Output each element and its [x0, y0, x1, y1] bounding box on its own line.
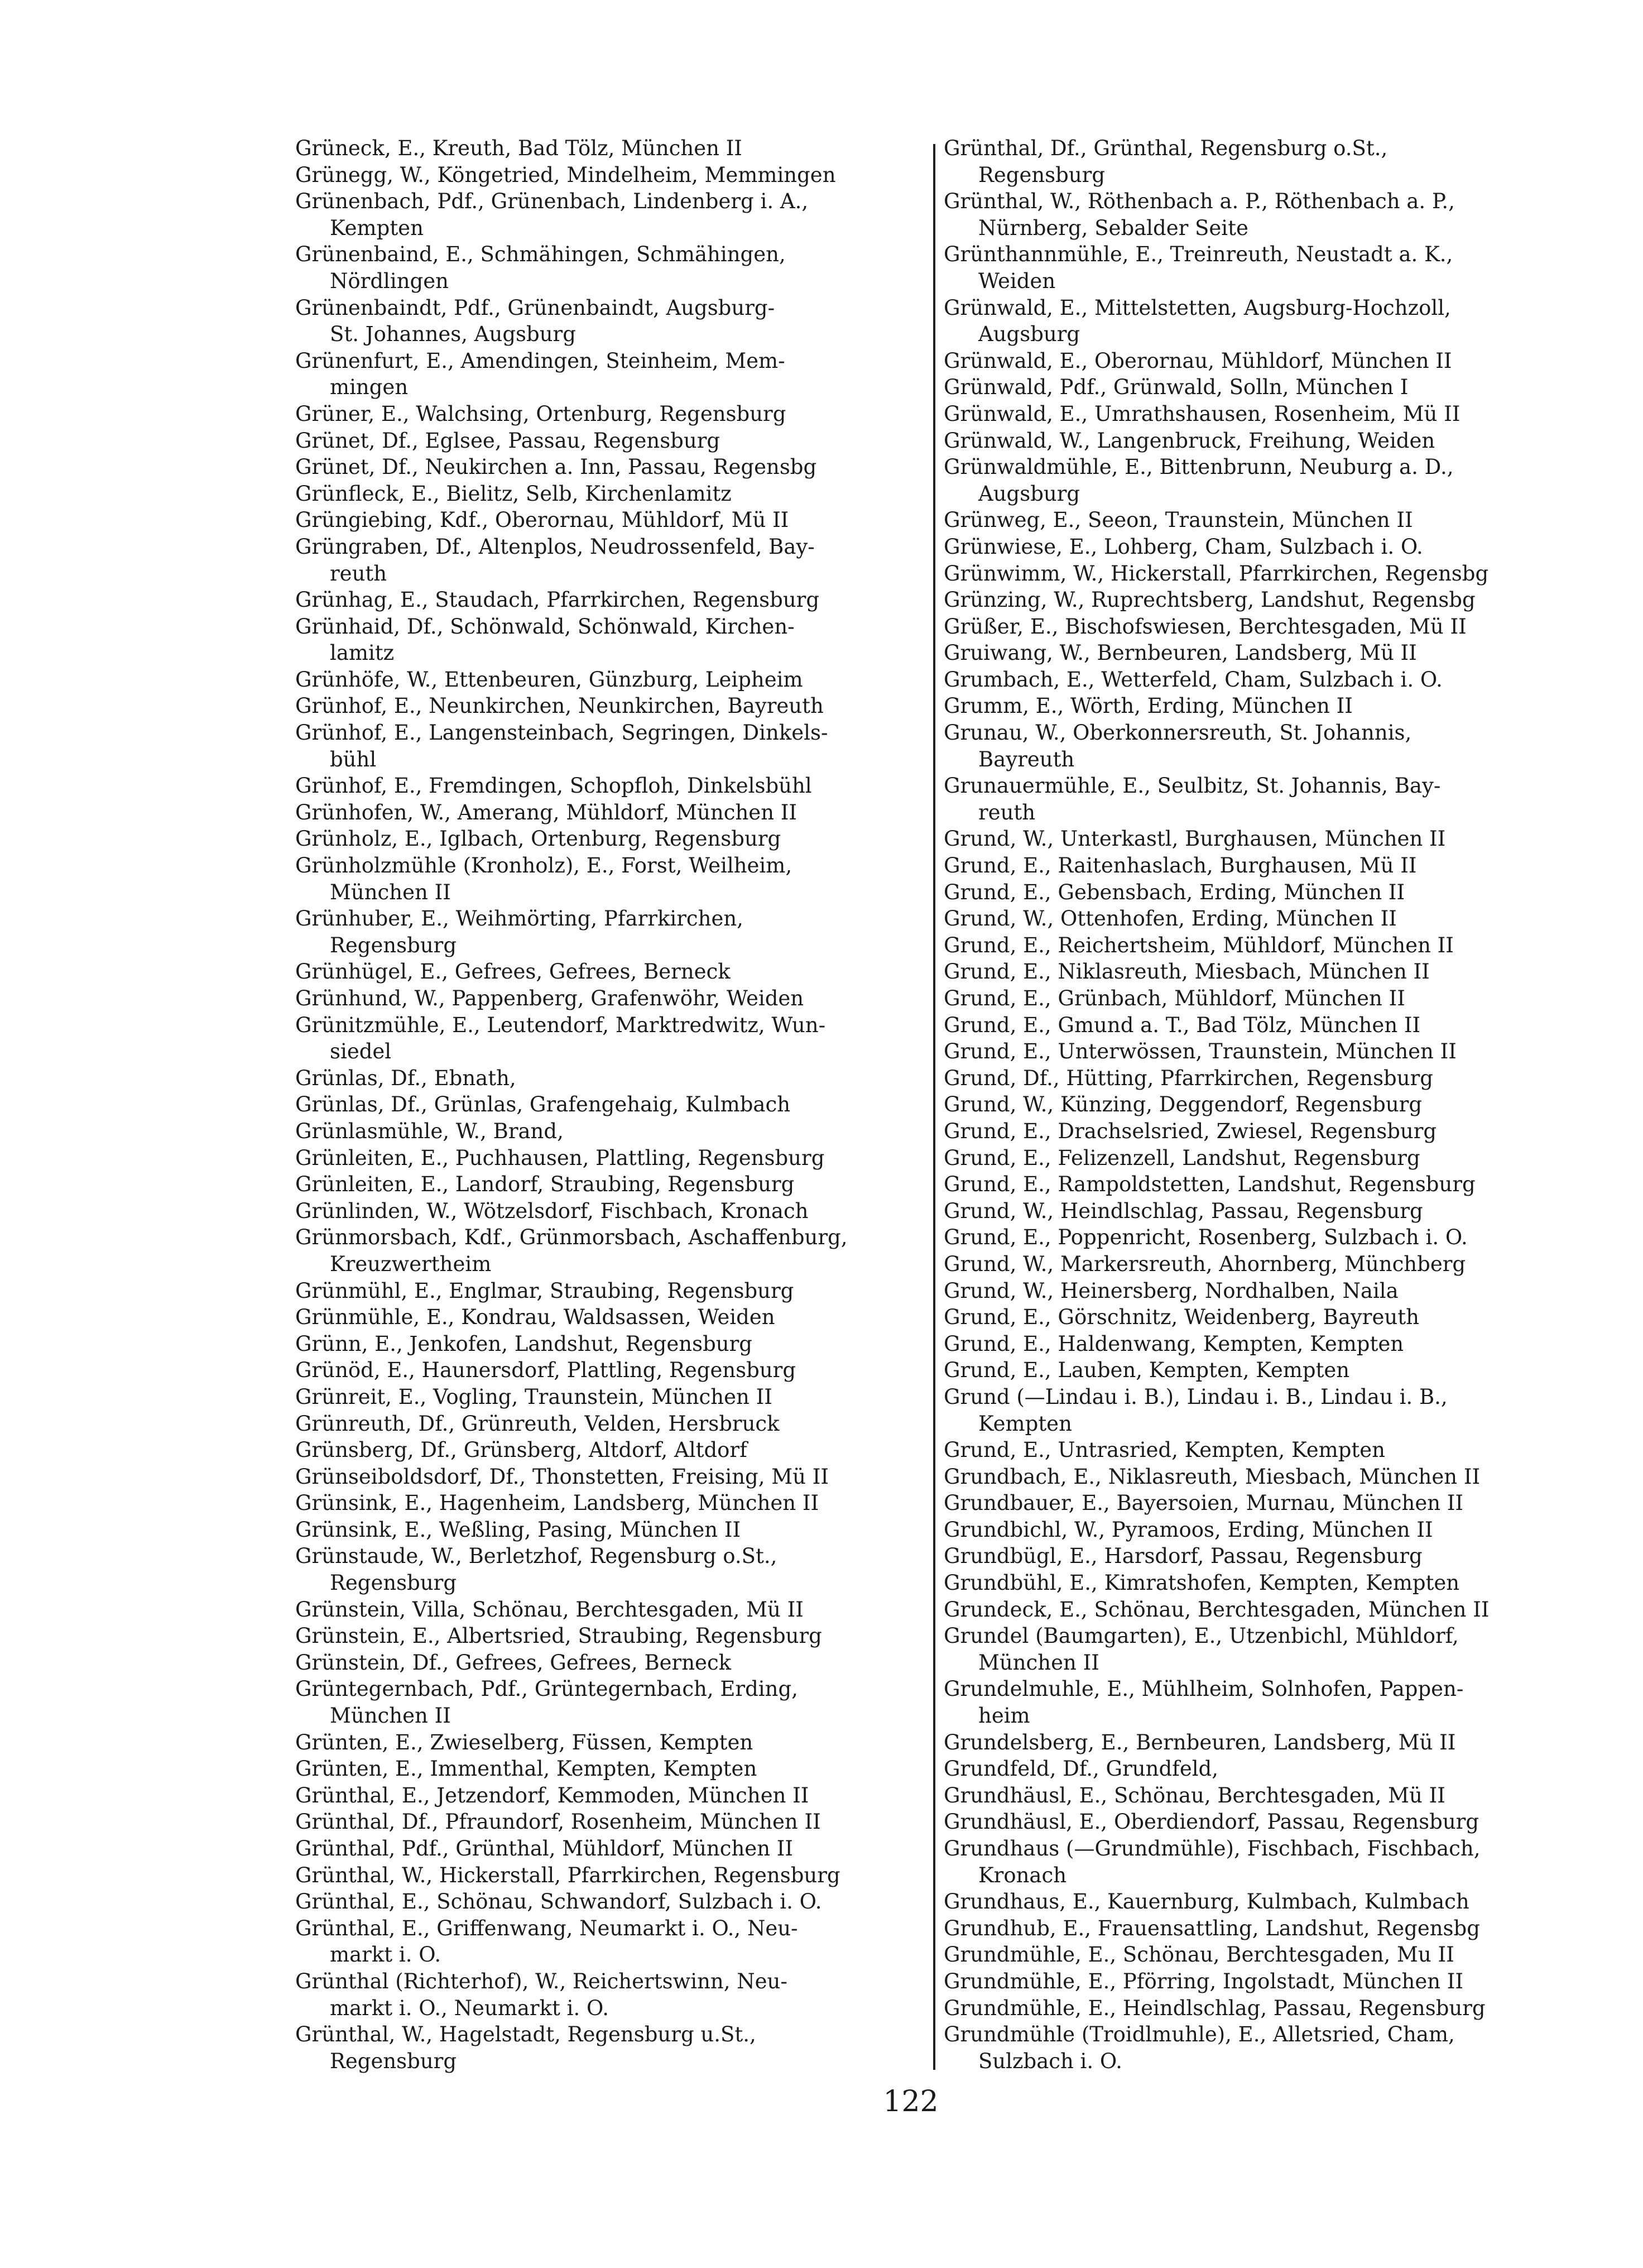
entry-continuation-line: reuth	[978, 800, 1036, 824]
entry-line: Grünthal, E., Schönau, Schwandorf, Sulzbach i. O.	[295, 1890, 822, 1914]
entry-line: Grünthal, Df., Pfraundorf, Rosenheim, München II	[295, 1810, 821, 1834]
entry-line: Grünwimm, W., Hickerstall, Pfarrkirchen, Regensbg	[944, 561, 1489, 586]
gazetteer-entry	[944, 1809, 1586, 1835]
entry-line: Grünet, Df., Neukirchen a. Inn, Passau, Regensbg	[295, 455, 817, 480]
entry-line: Gruiwang, W., Bernbeuren, Landsberg, Mü II	[944, 641, 1417, 665]
gazetteer-entry	[295, 667, 937, 693]
gazetteer-entry	[944, 1118, 1586, 1145]
entry-line: Grundhäusl, E., Oberdiendorf, Passau, Regensburg	[944, 1810, 1479, 1834]
gazetteer-entry	[944, 507, 1586, 534]
entry-continuation-line: St. Johannes, Augsburg	[330, 322, 576, 347]
entry-line: Grünhuber, E., Weihmörting, Pfarrkirchen,	[295, 907, 743, 931]
gazetteer-entry	[944, 1171, 1586, 1198]
entry-line: Grünitzmühle, E., Leutendorf, Marktredwitz, Wun-	[295, 1013, 826, 1037]
entry-line: Grünthal, W., Röthenbach a. P., Röthenbach a. P.,	[944, 189, 1455, 214]
gazetteer-entry	[944, 2021, 1586, 2074]
entry-continuation-line: bühl	[330, 747, 377, 771]
gazetteer-entry	[944, 374, 1586, 401]
gazetteer-entry	[944, 773, 1586, 826]
entry-continuation-line: Sulzbach i. O.	[978, 2049, 1122, 2073]
entry-line: Grund, E., Poppenricht, Rosenberg, Sulzbach i. O.	[944, 1225, 1468, 1250]
entry-continuation-line: Kempten	[330, 215, 424, 240]
entry-continuation-line: München II	[978, 1650, 1099, 1675]
entry-line: Grünstein, Df., Gefrees, Gefrees, Berneck	[295, 1650, 732, 1675]
gazetteer-entry	[295, 534, 937, 587]
gazetteer-entry	[944, 560, 1586, 587]
gazetteer-entry	[944, 1091, 1586, 1118]
entry-line: Grünstein, E., Albertsried, Straubing, Regensburg	[295, 1624, 822, 1648]
entry-line: Grünsberg, Df., Grünsberg, Altdorf, Altdorf	[295, 1438, 747, 1463]
entry-line: Grünwald, E., Umrathshausen, Rosenheim, Mü II	[944, 401, 1461, 426]
gazetteer-entry	[944, 1251, 1586, 1278]
gazetteer-entry	[295, 773, 937, 799]
entry-line: Grüneck, E., Kreuth, Bad Tölz, München II	[295, 136, 742, 160]
gazetteer-entry	[944, 241, 1586, 294]
gazetteer-entry	[295, 1835, 937, 1862]
gazetteer-entry	[295, 1676, 937, 1729]
entry-line: Grundmühle, E., Heindlschlag, Passau, Regensburg	[944, 1996, 1486, 2020]
gazetteer-entry	[944, 667, 1586, 693]
entry-line: Grünstein, Villa, Schönau, Berchtesgaden, Mü II	[295, 1597, 804, 1622]
entry-line: Grünmühle, E., Kondrau, Waldsassen, Weiden	[295, 1305, 775, 1330]
entry-line: Grund, Df., Hütting, Pfarrkirchen, Regensburg	[944, 1066, 1433, 1090]
entry-line: Grund, W., Markersreuth, Ahornberg, Münchberg	[944, 1252, 1466, 1276]
gazetteer-entry	[944, 1968, 1586, 1995]
gazetteer-entry	[944, 1065, 1586, 1092]
gazetteer-entry	[944, 587, 1586, 613]
gazetteer-entry	[295, 188, 937, 241]
gazetteer-entry	[944, 1623, 1586, 1676]
gazetteer-entry	[295, 1012, 937, 1065]
entry-continuation-line: Augsburg	[978, 481, 1080, 506]
gazetteer-entry	[944, 454, 1586, 507]
entry-line: Grünwald, E., Oberornau, Mühldorf, München II	[944, 348, 1452, 373]
gazetteer-entry	[295, 507, 937, 534]
gazetteer-entry	[944, 1331, 1586, 1358]
gazetteer-entry	[295, 958, 937, 985]
entry-line: Grüßer, E., Bischofswiesen, Berchtesgaden, Mü II	[944, 614, 1467, 639]
entry-line: Grünenbach, Pdf., Grünenbach, Lindenberg i. A.,	[295, 189, 809, 214]
gazetteer-entry	[295, 1490, 937, 1517]
entry-line: Grünhof, E., Neunkirchen, Neunkirchen, Bayreuth	[295, 694, 824, 718]
entry-line: Grünsink, E., Weßling, Pasing, München II	[295, 1517, 741, 1542]
gazetteer-entry	[944, 826, 1586, 852]
gazetteer-entry	[295, 1756, 937, 1782]
gazetteer-entry	[944, 1676, 1586, 1729]
gazetteer-entry	[295, 1888, 937, 1915]
gazetteer-entry	[295, 1304, 937, 1331]
entry-line: Grünleiten, E., Landorf, Straubing, Regensburg	[295, 1172, 795, 1197]
left-column	[295, 135, 937, 2074]
gazetteer-entry	[944, 1888, 1586, 1915]
entry-line: Grünenbaindt, Pdf., Grünenbaindt, Augsburg-	[295, 295, 775, 320]
entry-line: Grünholzmühle (Kronholz), E., Forst, Weilheim,	[295, 854, 792, 878]
entry-continuation-line: Kronach	[978, 1863, 1067, 1887]
entry-line: Grund, E., Drachselsried, Zwiesel, Regensburg	[944, 1119, 1437, 1143]
entry-line: Grünthannmühle, E., Treinreuth, Neustadt a. K.,	[944, 242, 1453, 267]
gazetteer-entry	[944, 1278, 1586, 1305]
gazetteer-entry	[295, 1384, 937, 1411]
gazetteer-entry	[944, 428, 1586, 454]
gazetteer-entry	[295, 454, 937, 481]
gazetteer-entry	[295, 1118, 937, 1145]
entry-line: Grünsink, E., Hagenheim, Landsberg, München II	[295, 1491, 819, 1516]
gazetteer-entry	[944, 1570, 1586, 1596]
gazetteer-entry	[944, 1782, 1586, 1809]
entry-line: Grünwiese, E., Lohberg, Cham, Sulzbach i. O.	[944, 534, 1423, 559]
entry-line: Grundmühle (Troidlmuhle), E., Alletsried, Cham,	[944, 2022, 1455, 2047]
gazetteer-entry	[295, 1650, 937, 1676]
entry-line: Grundelsberg, E., Bernbeuren, Landsberg, Mü II	[944, 1730, 1456, 1754]
entry-line: Grünmorsbach, Kdf., Grünmorsbach, Aschaffenburg,	[295, 1225, 848, 1250]
entry-line: Grundhaus (—Grundmühle), Fischbach, Fischbach,	[944, 1837, 1481, 1861]
entry-line: Grund, W., Ottenhofen, Erding, München II	[944, 907, 1397, 931]
gazetteer-entry	[295, 1543, 937, 1596]
gazetteer-entry	[944, 1304, 1586, 1331]
entry-line: Grund, E., Gebensbach, Erding, München II	[944, 880, 1405, 904]
entry-line: Grünthal, W., Hagelstadt, Regensburg u.St.,	[295, 2022, 756, 2047]
gazetteer-entry	[295, 1623, 937, 1650]
gazetteer-entry	[944, 1198, 1586, 1225]
entry-line: Grünlas, Df., Grünlas, Grafengehaig, Kulmbach	[295, 1092, 791, 1117]
gazetteer-entry	[295, 295, 937, 348]
entry-line: Grünseiboldsdorf, Df., Thonstetten, Freising, Mü II	[295, 1464, 829, 1489]
entry-line: Grünhaid, Df., Schönwald, Schönwald, Kirchen-	[295, 614, 795, 639]
entry-line: Grundmühle, E., Pförring, Ingolstadt, München II	[944, 1969, 1464, 1993]
entry-line: Grünthal, E., Jetzendorf, Kemmoden, München II	[295, 1783, 809, 1807]
gazetteer-entry	[944, 958, 1586, 985]
entry-line: Grünleiten, E., Puchhausen, Plattling, Regensburg	[295, 1145, 825, 1170]
gazetteer-entry	[295, 428, 937, 454]
entry-line: Grünthal, Df., Grünthal, Regensburg o.St.,	[944, 136, 1388, 160]
entry-line: Grundhäusl, E., Schönau, Berchtesgaden, Mü II	[944, 1783, 1445, 1807]
entry-line: Grünmühl, E., Englmar, Straubing, Regensburg	[295, 1278, 794, 1303]
entry-line: Grunau, W., Oberkonnersreuth, St. Johannis,	[944, 721, 1412, 745]
gazetteer-entry	[295, 1517, 937, 1543]
entry-line: Grund, E., Unterwössen, Traunstein, München II	[944, 1039, 1457, 1064]
entry-continuation-line: Augsburg	[978, 322, 1080, 347]
gazetteer-entry	[295, 241, 937, 294]
entry-continuation-line: markt i. O.	[330, 1943, 441, 1967]
entry-line: Grundeck, E., Schönau, Berchtesgaden, München II	[944, 1597, 1490, 1622]
entry-line: Grünwald, E., Mittelstetten, Augsburg-Hochzoll,	[944, 295, 1451, 320]
gazetteer-entry	[944, 1437, 1586, 1464]
entry-continuation-line: Regensburg	[330, 933, 457, 957]
gazetteer-entry	[944, 135, 1586, 188]
entry-continuation-line: reuth	[330, 561, 387, 586]
entry-line: Grundbügl, E., Harsdorf, Passau, Regensburg	[944, 1544, 1423, 1569]
gazetteer-entry	[295, 481, 937, 507]
entry-line: Grund, E., Reichertsheim, Mühldorf, München II	[944, 933, 1454, 957]
entry-line: Grunauermühle, E., Seulbitz, St. Johannis, Bay-	[944, 774, 1441, 798]
entry-continuation-line: Regensburg	[330, 1571, 457, 1595]
entry-line: Grünholz, E., Iglbach, Ortenburg, Regensburg	[295, 827, 781, 851]
gazetteer-entry	[295, 1331, 937, 1358]
gazetteer-entry	[295, 1464, 937, 1490]
gazetteer-entry	[944, 932, 1586, 959]
entry-line: Grünn, E., Jenkofen, Landshut, Regensburg	[295, 1331, 752, 1356]
gazetteer-entry	[295, 1145, 937, 1172]
entry-line: Grünhofen, W., Amerang, Mühldorf, München II	[295, 800, 798, 824]
entry-line: Grünlasmühle, W., Brand,	[295, 1119, 564, 1143]
entry-line: Grundel (Baumgarten), E., Utzenbichl, Mühldorf,	[944, 1624, 1459, 1648]
gazetteer-entry	[944, 905, 1586, 932]
entry-line: Grundfeld, Df., Grundfeld,	[944, 1757, 1219, 1781]
gazetteer-entry	[295, 1224, 937, 1277]
gazetteer-entry	[944, 985, 1586, 1012]
gazetteer-entry	[295, 1809, 937, 1835]
entry-line: Grünthal (Richterhof), W., Reichertswinn, Neu-	[295, 1969, 787, 1993]
entry-line: Grünenfurt, E., Amendingen, Steinheim, Mem-	[295, 348, 785, 373]
entry-line: Grünöd, E., Haunersdorf, Plattling, Regensburg	[295, 1358, 796, 1383]
gazetteer-entry	[944, 534, 1586, 560]
entry-line: Grüngraben, Df., Altenplos, Neudrossenfeld, Bay-	[295, 534, 815, 559]
gazetteer-entry	[944, 1145, 1586, 1172]
entry-line: Grund, E., Felizenzell, Landshut, Regensburg	[944, 1145, 1420, 1170]
entry-line: Grünthal, W., Hickerstall, Pfarrkirchen, Regensburg	[295, 1863, 840, 1887]
gazetteer-entry	[295, 1091, 937, 1118]
entry-line: Grünet, Df., Eglsee, Passau, Regensburg	[295, 428, 720, 453]
entry-line: Grünwald, W., Langenbruck, Freihung, Weiden	[944, 428, 1435, 453]
entry-continuation-line: markt i. O., Neumarkt i. O.	[330, 1996, 609, 2020]
gazetteer-entry	[295, 799, 937, 826]
entry-continuation-line: Regensburg	[330, 2049, 457, 2073]
entry-continuation-line: Nördlingen	[330, 268, 449, 293]
entry-continuation-line: siedel	[330, 1039, 392, 1064]
gazetteer-entry	[295, 985, 937, 1012]
entry-continuation-line: Weiden	[978, 268, 1056, 293]
entry-line: Grünhof, E., Langensteinbach, Segringen, Dinkels-	[295, 721, 828, 745]
gazetteer-entry	[295, 1915, 937, 1968]
gazetteer-entry	[944, 1357, 1586, 1384]
entry-line: Grund, W., Heinersberg, Nordhalben, Naila	[944, 1278, 1399, 1303]
gazetteer-entry	[944, 1543, 1586, 1570]
entry-line: Grund, W., Heindlschlag, Passau, Regensburg	[944, 1198, 1423, 1223]
entry-continuation-line: Regensburg	[978, 162, 1106, 187]
gazetteer-entry	[944, 1915, 1586, 1942]
gazetteer-entry	[944, 1517, 1586, 1543]
entry-line: Grund, E., Lauben, Kempten, Kempten	[944, 1358, 1350, 1383]
gazetteer-entry	[295, 905, 937, 958]
entry-line: Grünegg, W., Köngetried, Mindelheim, Memmingen	[295, 162, 836, 187]
entry-line: Grünten, E., Zwieselberg, Füssen, Kempten	[295, 1730, 753, 1754]
gazetteer-entry	[295, 852, 937, 905]
entry-continuation-line: Nürnberg, Sebalder Seite	[978, 215, 1248, 240]
gazetteer-entry	[295, 1411, 937, 1437]
entry-continuation-line: Bayreuth	[978, 747, 1075, 771]
gazetteer-entry	[944, 1756, 1586, 1782]
gazetteer-entry	[295, 1862, 937, 1889]
gazetteer-entry	[944, 1596, 1586, 1623]
entry-line: Grund, E., Grünbach, Mühldorf, München II	[944, 986, 1405, 1010]
entry-line: Grünhund, W., Pappenberg, Grafenwöhr, Weiden	[295, 986, 804, 1010]
gazetteer-entry	[944, 401, 1586, 428]
entry-line: Grund (—Lindau i. B.), Lindau i. B., Lindau i. B.,	[944, 1384, 1448, 1409]
gazetteer-entry	[295, 1968, 937, 2021]
gazetteer-entry	[944, 1464, 1586, 1490]
entry-line: Grumm, E., Wörth, Erding, München II	[944, 694, 1353, 718]
entry-line: Grünreuth, Df., Grünreuth, Velden, Hersbruck	[295, 1411, 780, 1436]
entry-line: Grünhöfe, W., Ettenbeuren, Günzburg, Leipheim	[295, 667, 803, 692]
entry-line: Grundbach, E., Niklasreuth, Miesbach, München II	[944, 1464, 1481, 1489]
gazetteer-entry	[295, 613, 937, 667]
gazetteer-entry	[295, 693, 937, 720]
gazetteer-entry	[944, 1012, 1586, 1039]
entry-line: Grund, E., Gmund a. T., Bad Tölz, München II	[944, 1013, 1421, 1037]
gazetteer-entry	[295, 1782, 937, 1809]
entry-line: Grünreit, E., Vogling, Traunstein, München II	[295, 1384, 772, 1409]
entry-continuation-line: Kreuzwertheim	[330, 1252, 492, 1276]
entry-line: Grüner, E., Walchsing, Ortenburg, Regensburg	[295, 401, 786, 426]
entry-line: Grünten, E., Immenthal, Kempten, Kempten	[295, 1757, 757, 1781]
gazetteer-entry	[295, 826, 937, 852]
entry-continuation-line: München II	[330, 1704, 451, 1728]
entry-line: Grüntegernbach, Pdf., Grüntegernbach, Erding,	[295, 1677, 798, 1701]
entry-line: Grünwald, Pdf., Grünwald, Solln, München I	[944, 375, 1409, 400]
entry-line: Grünlinden, W., Wötzelsdorf, Fischbach, Kronach	[295, 1198, 809, 1223]
gazetteer-entry	[295, 401, 937, 428]
entry-line: Grünthal, E., Griffenwang, Neumarkt i. O., Neu-	[295, 1916, 798, 1940]
gazetteer-entry	[944, 1038, 1586, 1065]
gazetteer-entry	[295, 1357, 937, 1384]
entry-line: Grünthal, Pdf., Grünthal, Mühldorf, München II	[295, 1837, 794, 1861]
entry-line: Grünhügel, E., Gefrees, Gefrees, Berneck	[295, 960, 731, 984]
entry-line: Grund, W., Künzing, Deggendorf, Regensburg	[944, 1092, 1423, 1117]
gazetteer-entry	[295, 162, 937, 189]
gazetteer-entry	[944, 852, 1586, 879]
entry-line: Grund, E., Untrasried, Kempten, Kempten	[944, 1438, 1385, 1463]
entry-continuation-line: lamitz	[330, 641, 395, 665]
gazetteer-entry	[944, 1941, 1586, 1968]
gazetteer-entry	[944, 613, 1586, 640]
entry-line: Grund, E., Rampoldstetten, Landshut, Regensburg	[944, 1172, 1476, 1197]
gazetteer-entry	[944, 720, 1586, 773]
gazetteer-entry	[295, 720, 937, 773]
gazetteer-entry	[295, 1278, 937, 1305]
entry-line: Grünzing, W., Ruprechtsberg, Landshut, Regensbg	[944, 588, 1476, 612]
entry-line: Grünlas, Df., Ebnath,	[295, 1066, 516, 1090]
gazetteer-entry	[944, 348, 1586, 375]
column-divider	[933, 144, 935, 2070]
entry-line: Grund, E., Raitenhaslach, Burghausen, Mü II	[944, 854, 1417, 878]
entry-continuation-line: München II	[330, 880, 451, 904]
gazetteer-entry	[944, 188, 1586, 241]
entry-line: Grundhub, E., Frauensattling, Landshut, Regensbg	[944, 1916, 1480, 1940]
gazetteer-entry	[295, 1437, 937, 1464]
entry-line: Grünhof, E., Fremdingen, Schopfloh, Dinkelsbühl	[295, 774, 812, 798]
entry-line: Grünenbaind, E., Schmähingen, Schmähingen,	[295, 242, 786, 267]
entry-line: Grünhag, E., Staudach, Pfarrkirchen, Regensburg	[295, 588, 820, 612]
entry-continuation-line: Kempten	[978, 1411, 1072, 1436]
gazetteer-entry	[295, 587, 937, 613]
gazetteer-entry	[295, 1171, 937, 1198]
gazetteer-entry	[944, 1995, 1586, 2022]
gazetteer-entry	[944, 295, 1586, 348]
entry-line: Grundbühl, E., Kimratshofen, Kempten, Kempten	[944, 1571, 1460, 1595]
gazetteer-entry	[295, 2021, 937, 2074]
gazetteer-entry	[944, 1729, 1586, 1756]
entry-line: Grumbach, E., Wetterfeld, Cham, Sulzbach i. O.	[944, 667, 1443, 692]
entry-line: Grund, E., Haldenwang, Kempten, Kempten	[944, 1331, 1404, 1356]
entry-line: Grundelmuhle, E., Mühlheim, Solnhofen, Pappen-	[944, 1677, 1464, 1701]
gazetteer-entry	[944, 1224, 1586, 1251]
gazetteer-entry	[944, 1835, 1586, 1888]
entry-line: Grünstaude, W., Berletzhof, Regensburg o.St.,	[295, 1544, 777, 1569]
gazetteer-entry	[295, 135, 937, 162]
gazetteer-entry	[295, 1065, 937, 1092]
entry-line: Grüngiebing, Kdf., Oberornau, Mühldorf, Mü II	[295, 508, 789, 533]
gazetteer-entry	[944, 640, 1586, 667]
gazetteer-entry	[295, 1596, 937, 1623]
entry-line: Grund, W., Unterkastl, Burghausen, München II	[944, 827, 1446, 851]
entry-line: Grundhaus, E., Kauernburg, Kulmbach, Kulmbach	[944, 1890, 1469, 1914]
entry-line: Grundbichl, W., Pyramoos, Erding, München II	[944, 1517, 1433, 1542]
gazetteer-entry	[295, 348, 937, 401]
gazetteer-entry	[295, 1198, 937, 1225]
gazetteer-entry	[944, 693, 1586, 720]
entry-line: Grundbauer, E., Bayersoien, Murnau, München II	[944, 1491, 1464, 1516]
entry-line: Grund, E., Niklasreuth, Miesbach, München II	[944, 960, 1430, 984]
gazetteer-entry	[944, 1384, 1586, 1437]
gazetteer-entry	[944, 1490, 1586, 1517]
entry-continuation-line: mingen	[330, 375, 409, 400]
gazetteer-entry	[944, 879, 1586, 906]
entry-line: Grund, E., Görschnitz, Weidenberg, Bayreuth	[944, 1305, 1419, 1330]
entry-line: Grünweg, E., Seeon, Traunstein, München II	[944, 508, 1413, 533]
entry-continuation-line: heim	[978, 1704, 1030, 1728]
entry-line: Grünfleck, E., Bielitz, Selb, Kirchenlamitz	[295, 481, 732, 506]
entry-line: Grundmühle, E., Schönau, Berchtesgaden, Mu II	[944, 1943, 1454, 1967]
page-number: 122	[883, 2085, 939, 2118]
entry-line: Grünwaldmühle, E., Bittenbrunn, Neuburg a. D.,	[944, 455, 1454, 480]
right-column	[944, 135, 1586, 2074]
gazetteer-entry	[295, 1729, 937, 1756]
